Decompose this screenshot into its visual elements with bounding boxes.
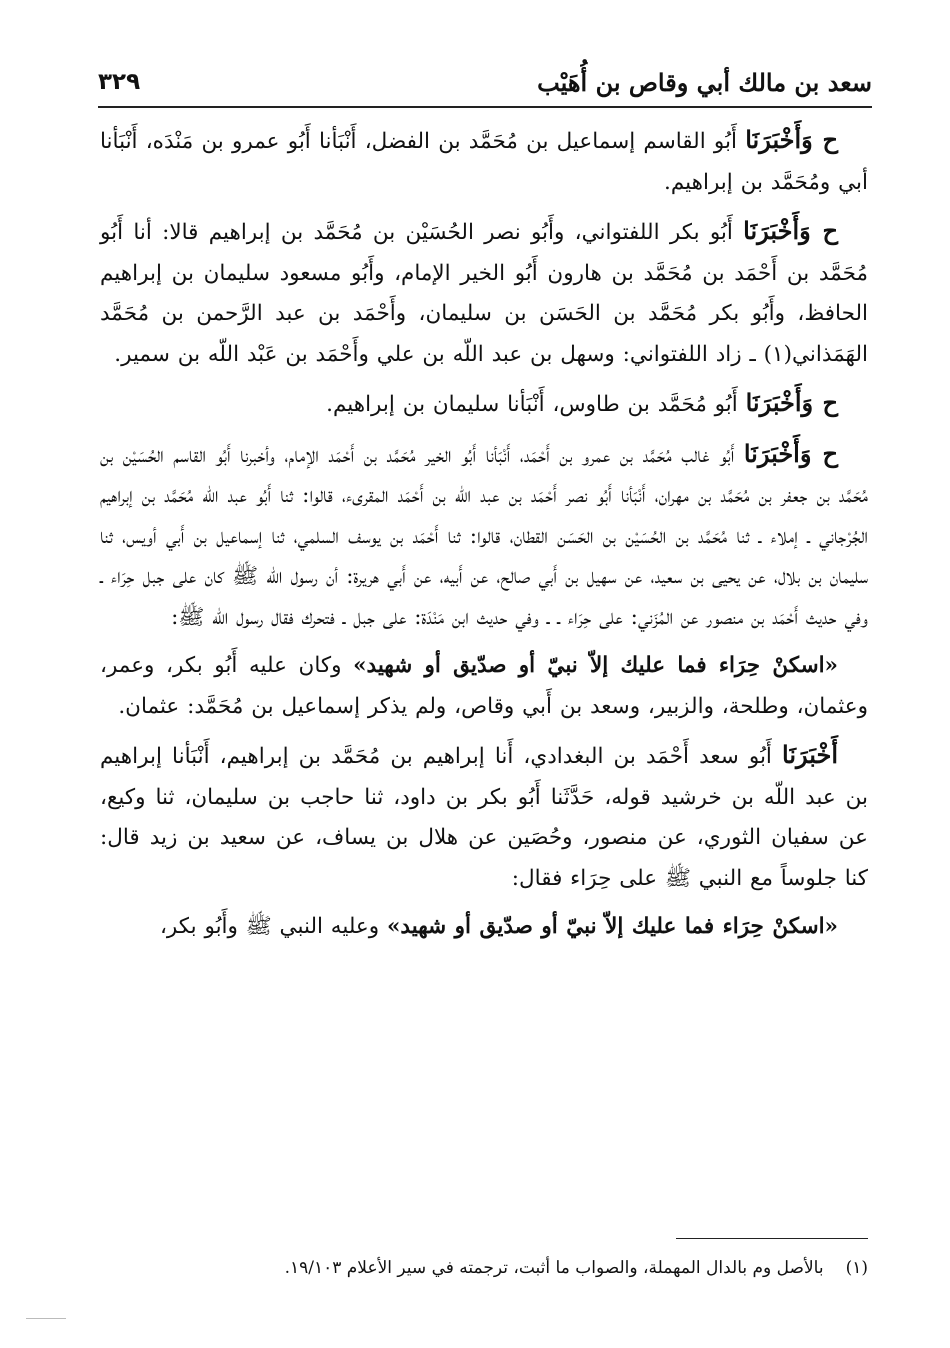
paragraph-2 bbox=[100, 211, 868, 375]
paragraph-1 bbox=[100, 120, 868, 203]
paragraph-4 bbox=[100, 434, 868, 639]
chain-lead: ح وَأَخْبَرَنَا bbox=[743, 438, 838, 468]
header-divider bbox=[98, 106, 872, 108]
hadith-quote: «اسكنْ حِرَاء فما عليك إلاّ نبيّ أو صدّيق أو شهيد» bbox=[386, 914, 838, 939]
footnote bbox=[100, 1254, 868, 1282]
paragraph-text: أَبُو القاسم إسماعيل بن مُحَمَّد بن الفضل، أَنْبَأنا أَبُو عمرو بن مَنْدَه، أَنْبَأنا أبي ومُحَمَّد بن إبراهيم. bbox=[100, 129, 868, 195]
paragraph-text: أَبُو بكر اللفتواني، وأَبُو نصر الحُسَيْن بن مُحَمَّد بن إبراهيم قالا: أنا أَبُو مُحَمَّد بن أَحْمَد بن مُحَمَّد بن هارون أَبُو الخير الإمام، وأَبُو مسعود سليمان بن إبراهيم الحافظ، وأَبُو بكر مُحَمَّد بن الحَسَن بن سليمان، وأَحْمَد بن عبد الرَّحمن بن مُحَمَّد الهَمَذاني(١) ـ زاد اللفتواني: وسهل بن عبد اللّه بن علي وأَحْمَد بن عَبْد اللّه بن سمير. bbox=[100, 220, 868, 367]
paragraph-5 bbox=[100, 646, 868, 727]
paragraph-3 bbox=[100, 383, 868, 426]
scan-mark bbox=[26, 1318, 66, 1319]
paragraph-text: وعليه النبي ﷺ وأَبُو بكر، bbox=[159, 914, 387, 939]
paragraph-text: أَبُو غالب مُحَمَّد بن عمرو بن أَحْمَد، أَنْبَأنا أَبُو الخير مُحَمَّد بن أَحْمَد الإمام، وأخبرنا أَبُو القاسم الحُسَيْن بن مُحَمَّد بن جعفر بن مُحَمَّد بن مهران، أَنْبَأنا أَبُو نصر أَحْمَد بن عبد اللّه بن أَحْمَد المقرىء، قالوا: ثنا أَبُو عبد اللّه مُحَمَّد بن إبراهيم الجُرْجاني ـ إملاء ـ ثنا مُحَمَّد بن الحُسَيْن بن الحَسَن القطان، قالوا: ثنا أَحْمَد بن يوسف السلمي، ثنا إسماعيل بن أَبي أويس، ثنا سليمان بن بلال، عن يحيى بن سعيد، عن سهيل بن أَبي صالح، عن أَبيه، عن أَبي هريرة: أن رسول اللّه ﷺ كان على جبل حِرَاء ـ وفي حديث أَحْمَد بن منصور عن المُزَني: على حِرَاء ـ ـ وفي حديث ابن مَنْدَة: على جبل ـ فتحرك فقال رسول اللّه ﷺ: bbox=[100, 442, 868, 630]
running-title: سعد بن مالك أبي وقاص بن أُهَيْب bbox=[537, 67, 872, 97]
chain-lead: ح وَأَخْبَرَنَا bbox=[743, 216, 839, 245]
paragraph-text: أَبُو مُحَمَّد بن طاوس، أَنْبَأنا سليمان بن إبراهيم. bbox=[326, 392, 746, 417]
paragraph-7 bbox=[100, 907, 868, 948]
hadith-quote: «اسكنْ حِرَاء فما عليك إلاّ نبيّ أو صدّيق أو شهيد» bbox=[353, 653, 838, 678]
page-header bbox=[98, 62, 872, 102]
footnote-mark: (١) bbox=[845, 1258, 868, 1278]
footnote-text: بالأصل وم بالدال المهملة، والصواب ما أثبت، ترجمته في سير الأعلام ١٩/١٠٣. bbox=[284, 1258, 824, 1278]
main-text bbox=[100, 120, 868, 956]
chain-lead: ح وَأَخْبَرَنَا bbox=[745, 125, 838, 154]
chain-lead: ح وَأَخْبَرَنَا bbox=[745, 388, 838, 417]
page-number: ٣٢٩ bbox=[98, 69, 141, 95]
chain-lead: أَخْبَرَنَا bbox=[782, 740, 838, 769]
paragraph-text: أَبُو سعد أَحْمَد بن البغدادي، أَنا إبراهيم بن مُحَمَّد بن إبراهيم، أَنْبَأنا إبراهيم بن عبد اللّه بن خرشيد قوله، حَدَّثَنا أَبُو بكر بن داود، ثنا حاجب بن سليمان، ثنا وكيع، عن سفيان الثوري، عن منصور، وحُصَين عن هلال بن يساف، عن سعيد بن زيد قال: كنا جلوساً مع النبي ﷺ على حِرَاء فقال: bbox=[100, 744, 868, 891]
paragraph-6 bbox=[100, 735, 868, 899]
paragraph-text: وكان عليه أَبُو بكر، وعمر، وعثمان، وطلحة، والزبير، وسعد بن أَبي وقاص، ولم يذكر إسماعيل بن مُحَمَّد: عثمان. bbox=[100, 653, 868, 719]
footnote-divider bbox=[676, 1238, 868, 1239]
